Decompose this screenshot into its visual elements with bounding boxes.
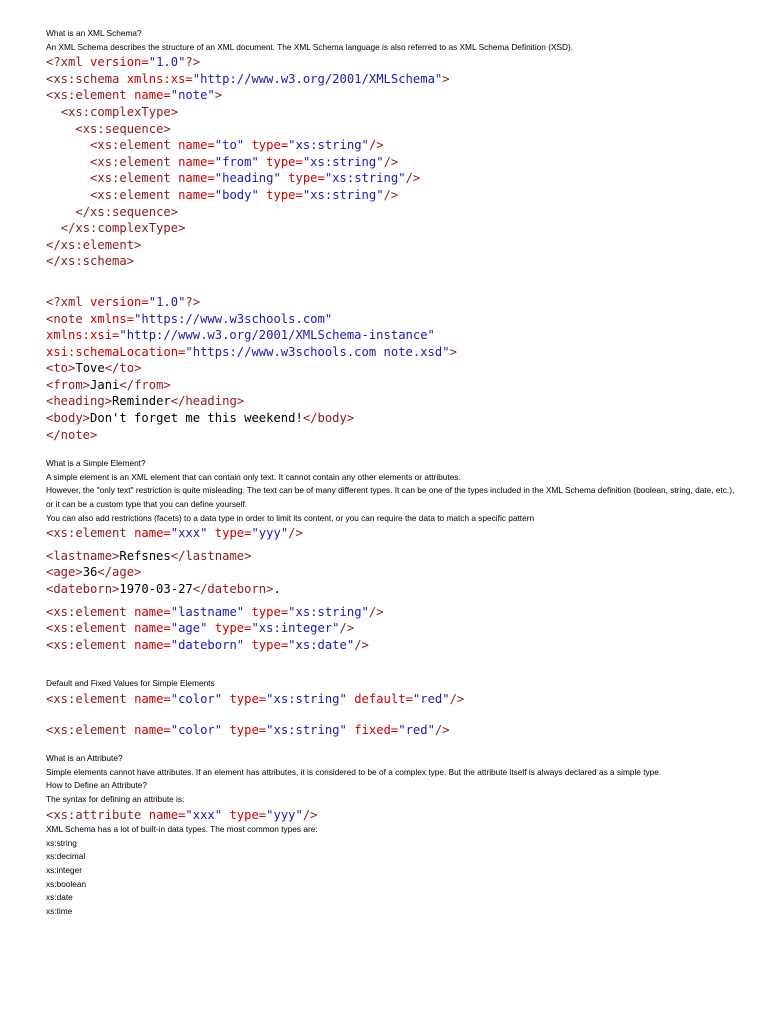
code-attribute: type=	[214, 526, 252, 541]
code-tag: />	[449, 691, 465, 706]
code-tag: </dateborn>	[192, 582, 274, 596]
code-value: "xs:string"	[324, 171, 406, 186]
code-attribute: xmlns:xsi=	[46, 328, 120, 343]
code-block	[46, 722, 736, 739]
code-tag: <heading>	[46, 394, 113, 409]
paragraph: What is an XML Schema?	[46, 28, 142, 38]
code-text	[46, 171, 90, 185]
code-tag: />	[339, 621, 355, 636]
code-value: "1.0"	[148, 55, 186, 70]
code-text: 1970-03-27	[119, 582, 193, 596]
code-tag: </note>	[46, 427, 98, 442]
code-tag: />	[288, 526, 303, 541]
code-line	[46, 581, 736, 598]
code-line	[46, 327, 736, 344]
code-value: "xxx"	[170, 526, 215, 541]
code-text: Reminder	[112, 394, 171, 409]
code-tag: ?>	[185, 55, 201, 70]
code-attribute: default=	[354, 691, 413, 706]
code-value: "xs:string"	[302, 154, 384, 169]
spacer	[46, 738, 736, 752]
code-tag: ?>	[185, 294, 201, 309]
code-line	[46, 525, 736, 542]
code-value: "http://www.w3.org/2001/XMLSchema-instance"	[119, 328, 435, 343]
code-tag: />	[302, 807, 318, 822]
paragraph: xs:boolean	[46, 878, 87, 889]
code-text: .	[273, 582, 281, 596]
spacer	[46, 708, 736, 722]
code-attribute: version=	[90, 294, 149, 309]
code-value: "https://www.w3schools.com"	[134, 311, 333, 326]
code-attribute: name=	[178, 187, 215, 202]
code-text: 36	[82, 565, 98, 580]
code-tag: <from>	[46, 377, 91, 392]
code-tag: <xs:element	[90, 154, 179, 169]
paragraph: xs:decimal	[46, 851, 86, 862]
code-tag: </xs:sequence>	[75, 204, 179, 219]
code-line	[46, 377, 736, 394]
code-attribute: xsi:schemaLocation=	[46, 344, 186, 359]
code-tag: <?xml	[46, 55, 91, 70]
code-tag: <xs:element	[46, 637, 135, 652]
paragraph: xs:time	[46, 905, 73, 916]
code-line	[46, 170, 736, 187]
code-tag: </from>	[119, 377, 171, 392]
code-tag: >	[214, 88, 223, 103]
code-tag: <xs:element	[46, 526, 135, 541]
code-text	[46, 205, 75, 219]
code-value: "note"	[170, 88, 215, 103]
code-line	[46, 564, 736, 581]
code-tag: </to>	[104, 361, 142, 376]
code-text	[46, 221, 61, 235]
code-line	[46, 722, 736, 739]
code-line	[46, 691, 736, 708]
code-value: "color"	[170, 722, 230, 737]
code-attribute: type=	[251, 604, 289, 619]
paragraph: The syntax for defining an attribute is:	[46, 793, 185, 804]
code-line	[46, 410, 736, 427]
code-value: "xs:string"	[288, 604, 369, 619]
code-line	[46, 71, 736, 88]
code-tag: />	[383, 154, 399, 169]
code-tag: <xs:element	[46, 621, 135, 636]
paragraph: XML Schema has a lot of built-in data types. The most common types are:	[46, 824, 318, 835]
code-tag: />	[434, 722, 450, 737]
code-attribute: name=	[134, 604, 171, 619]
code-attribute: name=	[134, 88, 171, 103]
code-tag: <note	[46, 311, 91, 326]
code-tag: <body>	[46, 411, 91, 426]
code-value: "lastname"	[170, 604, 252, 619]
code-tag: />	[383, 187, 399, 202]
code-text	[46, 122, 75, 136]
code-attribute: name=	[134, 722, 171, 737]
code-line	[46, 253, 736, 270]
code-tag: <?xml	[46, 294, 91, 309]
code-line	[46, 137, 736, 154]
code-tag: <xs:attribute	[46, 807, 149, 822]
paragraph: How to Define an Attribute?	[46, 780, 148, 791]
code-text: Refsnes	[119, 548, 171, 563]
code-tag: <xs:element	[46, 604, 135, 619]
code-tag: >	[449, 344, 457, 359]
paragraph: xs:integer	[46, 864, 82, 875]
code-block	[46, 548, 736, 598]
code-tag: <xs:sequence>	[75, 121, 171, 136]
code-tag: <xs:element	[90, 187, 179, 202]
paragraph: Default and Fixed Values for Simple Elements	[46, 678, 215, 689]
code-value: "from"	[214, 154, 267, 169]
code-text: Don't forget me this weekend!	[90, 411, 303, 426]
code-line	[46, 204, 736, 221]
code-value: "xs:string"	[288, 138, 369, 153]
code-attribute: name=	[148, 807, 186, 822]
code-tag: <xs:element	[46, 722, 135, 737]
code-tag: />	[368, 604, 384, 619]
code-tag: <xs:schema	[46, 71, 127, 86]
code-line	[46, 360, 736, 377]
code-attribute: type=	[214, 621, 252, 636]
code-tag: <lastname>	[46, 548, 120, 563]
code-attribute: name=	[134, 691, 171, 706]
code-value: "https://www.w3schools.com note.xsd"	[185, 344, 450, 359]
paragraph: What is a Simple Element?	[46, 458, 146, 469]
code-tag: </body>	[302, 411, 355, 426]
code-tag: >	[442, 71, 450, 86]
code-tag: <xs:element	[46, 88, 135, 103]
code-attribute: name=	[134, 637, 171, 652]
code-attribute: type=	[229, 722, 267, 737]
code-tag: </age>	[97, 565, 142, 580]
code-line	[46, 637, 736, 654]
code-line	[46, 620, 736, 637]
code-attribute: fixed=	[354, 722, 399, 737]
code-value: "xs:string"	[302, 187, 384, 202]
code-value: "to"	[214, 138, 252, 153]
code-line	[46, 237, 736, 254]
code-line	[46, 154, 736, 171]
code-value: "dateborn"	[170, 637, 252, 652]
code-line	[46, 220, 736, 237]
code-tag: </heading>	[170, 394, 245, 409]
code-line	[46, 604, 736, 621]
code-value: "http://www.w3.org/2001/XMLSchema"	[192, 71, 443, 86]
code-line	[46, 393, 736, 410]
code-line	[46, 427, 736, 444]
code-tag: </xs:complexType>	[60, 221, 186, 236]
code-line	[46, 87, 736, 104]
code-block	[46, 294, 736, 443]
code-attribute: name=	[134, 621, 171, 636]
code-value: "red"	[412, 691, 450, 706]
spacer	[46, 270, 736, 294]
code-text	[46, 155, 90, 169]
code-tag: />	[405, 171, 421, 186]
code-tag: <to>	[46, 361, 76, 376]
code-line	[46, 548, 736, 565]
code-attribute: type=	[266, 187, 303, 202]
code-value: "body"	[214, 187, 267, 202]
code-text	[46, 188, 90, 202]
code-attribute: type=	[251, 138, 289, 153]
code-attribute: xmlns:xs=	[126, 71, 193, 86]
code-value: "xs:date"	[288, 637, 355, 652]
code-attribute: name=	[178, 138, 215, 153]
code-tag: />	[354, 637, 369, 652]
paragraph: xs:date	[46, 892, 73, 903]
code-block	[46, 807, 736, 824]
code-value: "age"	[170, 621, 215, 636]
code-value: "xxx"	[185, 807, 230, 822]
code-tag: <xs:element	[90, 171, 179, 186]
paragraph: You can also add restrictions (facets) to a data type in order to limit its content, or you can require the data to match a specific pattern	[46, 512, 535, 523]
code-line	[46, 311, 736, 328]
code-tag: />	[368, 138, 384, 153]
code-value: "red"	[398, 722, 435, 737]
spacer	[46, 653, 736, 677]
code-attribute: name=	[178, 171, 215, 186]
code-line	[46, 104, 736, 121]
code-line	[46, 344, 736, 361]
code-text	[46, 138, 90, 152]
code-text: Jani	[90, 377, 120, 392]
code-value: "heading"	[214, 171, 289, 186]
code-value: "xs:string"	[266, 722, 355, 737]
code-value: "xs:string"	[266, 691, 355, 706]
paragraph: What is an Attribute?	[46, 753, 123, 764]
code-tag: </xs:element>	[46, 237, 142, 252]
code-line	[46, 121, 736, 138]
code-tag: <age>	[46, 565, 83, 580]
code-attribute: xmlns=	[90, 311, 135, 326]
code-tag: <xs:element	[90, 138, 179, 153]
document-page	[46, 27, 736, 918]
code-block	[46, 54, 736, 270]
code-attribute: type=	[266, 154, 303, 169]
code-line	[46, 54, 736, 71]
code-tag: <xs:element	[46, 691, 135, 706]
spacer	[46, 443, 736, 457]
code-value: "1.0"	[148, 294, 186, 309]
paragraph: Simple elements cannot have attributes. If an element has attributes, it is considered to be of a complex type. But the attribute itself is always declared as a simple type.	[46, 766, 662, 777]
code-block	[46, 525, 736, 542]
paragraph: An XML Schema describes the structure of an XML document. The XML Schema language is also referred to as XML Schema Definition (XSD).	[46, 41, 574, 52]
code-line	[46, 187, 736, 204]
code-tag: <dateborn>	[46, 582, 120, 596]
code-text: Tove	[75, 361, 105, 376]
code-block	[46, 604, 736, 654]
code-line	[46, 807, 736, 824]
code-value: "yyy"	[266, 807, 303, 822]
code-tag: </lastname>	[170, 548, 252, 563]
code-value: "xs:integer"	[251, 621, 340, 636]
code-block	[46, 691, 736, 708]
code-attribute: name=	[134, 526, 171, 541]
code-attribute: type=	[229, 807, 267, 822]
code-tag: <xs:complexType>	[60, 104, 179, 119]
code-text	[46, 105, 61, 119]
paragraph: A simple element is an XML element that can contain only text. It cannot contain any other elements or attributes.	[46, 471, 461, 482]
code-attribute: version=	[90, 55, 149, 70]
paragraph: However, the "only text" restriction is quite misleading. The text can be of many different types. It can be one of the types included in the XML Schema definition (boolean, string, date, etc.), or it can be a custom type that you can define yourself.	[46, 485, 737, 510]
code-tag: </xs:schema>	[46, 254, 135, 269]
code-line	[46, 294, 736, 311]
code-value: "color"	[170, 691, 230, 706]
code-value: "yyy"	[251, 526, 289, 541]
code-attribute: name=	[178, 154, 215, 169]
paragraph: xs:string	[46, 837, 77, 848]
code-attribute: type=	[229, 691, 267, 706]
code-attribute: type=	[251, 637, 289, 652]
code-attribute: type=	[288, 171, 325, 186]
